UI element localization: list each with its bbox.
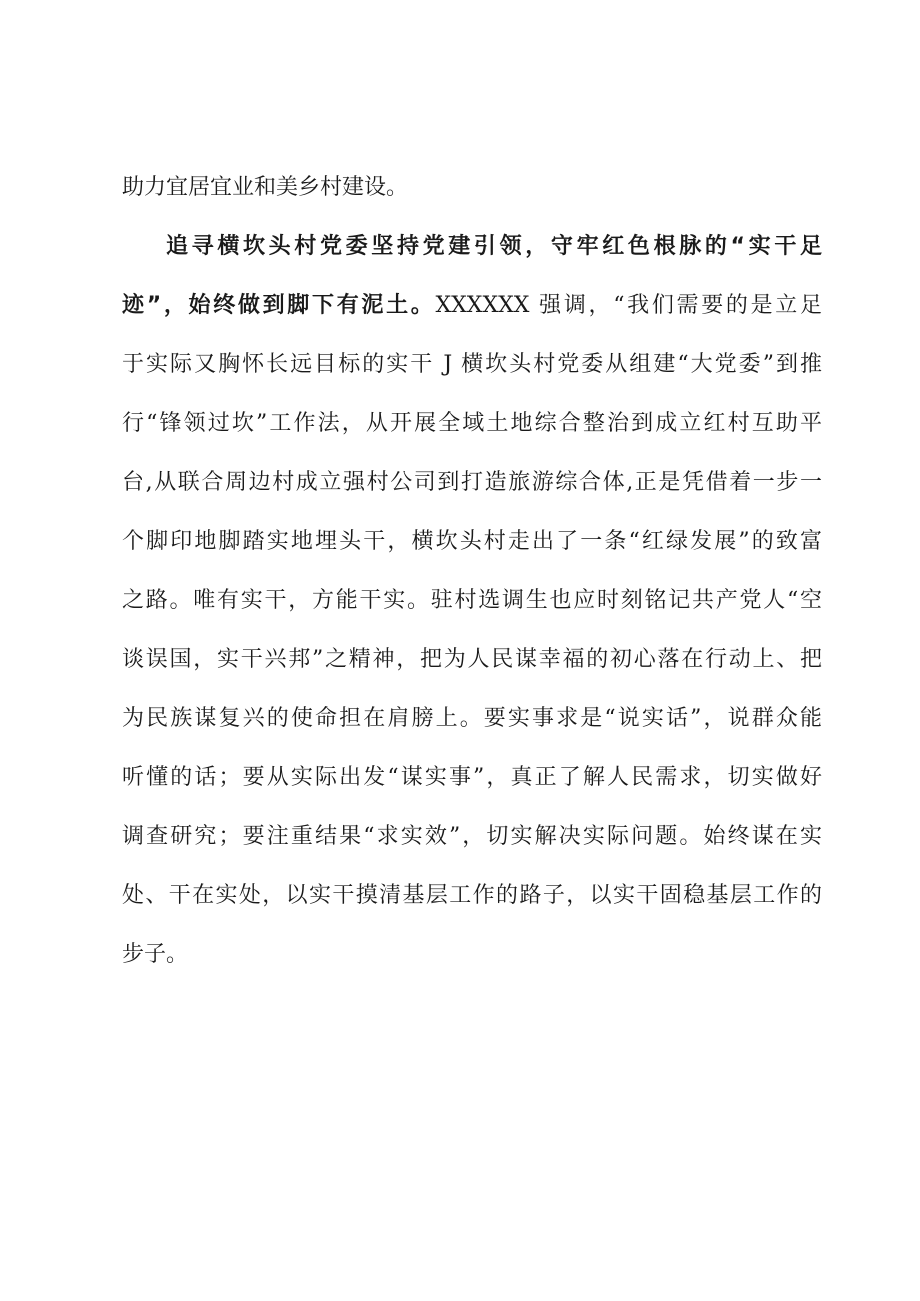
text-line: 行“锋领过坎”工作法，从开展全域土地综合整治到成立红村互助平: [122, 411, 822, 436]
text-line: 为民族谋复兴的使命担在肩膀上。要实事求是“说实话”，说群众能: [122, 706, 822, 731]
body-text: [122, 158, 822, 984]
text-line-mixed: [122, 276, 822, 335]
text-line-bold: 迹”，始终做到脚下有泥土。: [122, 293, 436, 318]
text-line: 台,从联合周边村成立强村公司到打造旅游综合体,正是凭借着一步一: [122, 470, 822, 495]
text-line: 谈误国，实干兴邦”之精神，把为人民谋幸福的初心落在行动上、把: [122, 647, 822, 672]
text-line: 处、干在实处，以实干摸清基层工作的路子，以实干固稳基层工作的: [122, 883, 822, 908]
text-line: 个脚印地脚踏实地埋头干，横坎头村走出了一条“红绿发展”的致富: [122, 529, 822, 554]
text-line: 助力宜居宜业和美乡村建设。: [122, 175, 409, 200]
text-line-bold: 追寻横坎头村党委坚持党建引领，守牢红色根脉的“实干足: [166, 234, 822, 259]
text-line: 于实际又胸怀长远目标的实干 J 横坎头村党委从组建“大党委”到推: [122, 352, 822, 377]
text-line: XXXXXX 强调，“我们需要的是立足: [435, 293, 822, 318]
text-line: 调查研究；要注重结果“求实效”，切实解决实际问题。始终谋在实: [122, 824, 822, 849]
text-line: 步子。: [122, 942, 189, 967]
text-line: 之路。唯有实干，方能干实。驻村选调生也应时刻铭记共产党人“空: [122, 588, 822, 613]
text-line: 听懂的话；要从实际出发“谋实事”，真正了解人民需求，切实做好: [122, 765, 822, 790]
